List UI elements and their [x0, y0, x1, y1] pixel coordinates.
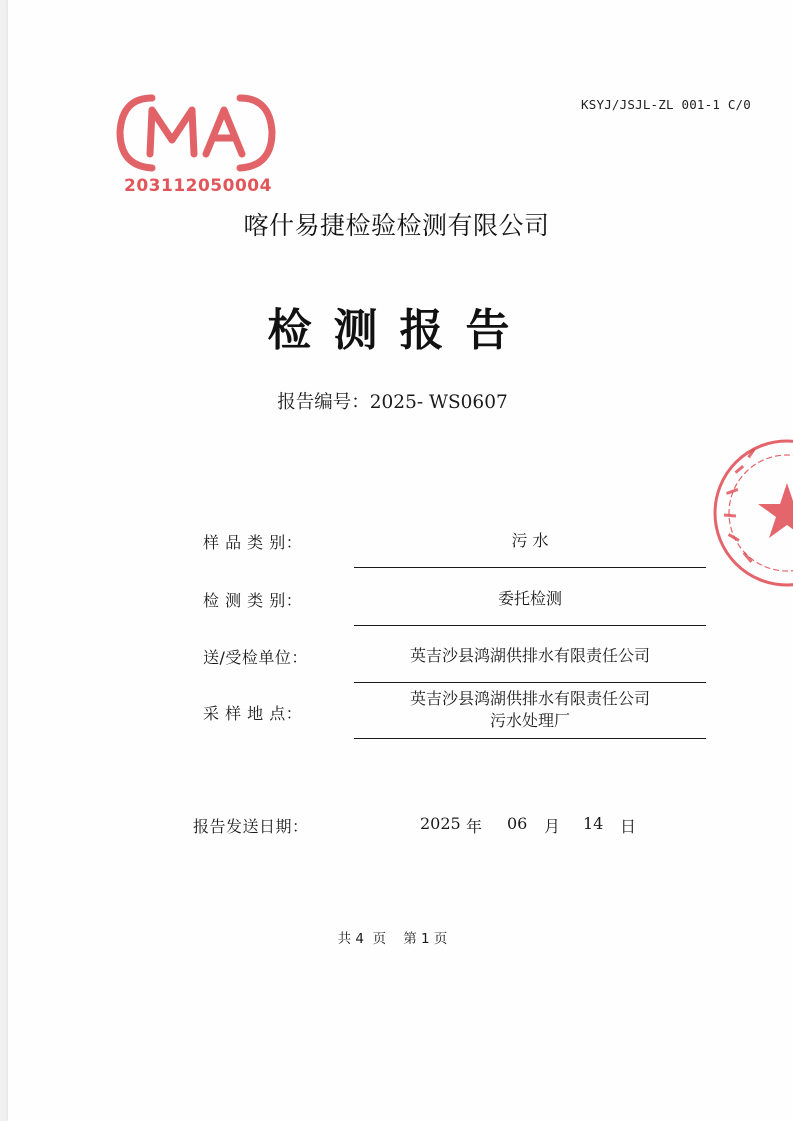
send-date-day-unit — [620, 814, 636, 837]
report-number-label: 报告编号： — [277, 392, 370, 413]
page-current-suffix: 页 — [433, 931, 448, 947]
send-date-year-value: 2025 — [420, 814, 461, 833]
page-indicator — [0, 927, 785, 947]
report-title: 检测报告 — [267, 305, 532, 356]
ma-stamp-left-bracket — [120, 98, 152, 168]
seal-script-mark — [724, 513, 736, 517]
field-underline — [354, 625, 706, 626]
page-total: 4 — [355, 931, 364, 947]
report-number-value: 2025- WS0607 — [369, 392, 508, 413]
ma-certificate-number: 203112050004 — [124, 176, 272, 196]
send-date-month-unit — [544, 814, 560, 837]
ma-stamp-right-bracket — [240, 98, 272, 168]
send-date-month — [507, 814, 527, 833]
ma-stamp-letter-m — [150, 110, 194, 154]
report-number — [0, 388, 785, 414]
field-label-test-category: 检 测 类 别： — [203, 591, 303, 610]
send-date-year-unit — [466, 814, 482, 837]
ma-stamp-letter-a — [206, 110, 242, 154]
seal-script-mark — [728, 533, 740, 542]
seal-star-icon — [758, 483, 793, 538]
send-date-day — [583, 814, 603, 833]
field-value-sampling-location-line2: 污水处理厂 — [489, 711, 570, 730]
send-date-label: 报告发送日期： — [193, 817, 309, 836]
field-underline — [354, 738, 706, 739]
document-control-code: KSYJ/JSJL-ZL 001-1 C/0 — [581, 97, 751, 112]
company-seal — [712, 438, 793, 588]
field-underline — [354, 682, 706, 683]
field-label-client-unit: 送/受检单位： — [203, 648, 308, 667]
send-date-year — [420, 814, 461, 833]
page-total-prefix: 共 — [337, 931, 352, 947]
month-unit: 月 — [544, 817, 561, 836]
year-unit: 年 — [466, 817, 483, 836]
seal-script-mark — [735, 465, 745, 474]
page-current: 1 — [421, 931, 430, 947]
seal-script-mark — [743, 552, 753, 563]
send-date-month-value: 06 — [507, 814, 528, 833]
page-total-suffix: 页 — [372, 931, 387, 947]
page-current-prefix: 第 — [403, 931, 417, 947]
send-date-day-value: 14 — [583, 814, 604, 833]
field-underline — [354, 567, 706, 568]
field-label-sampling-location: 采 样 地 点： — [203, 704, 303, 723]
field-label-sample-category: 样 品 类 别： — [203, 533, 303, 552]
field-value-sample-category: 污 水 — [511, 531, 549, 550]
field-value-client-unit: 英吉沙县鸿湖供排水有限责任公司 — [409, 646, 650, 665]
field-value-sampling-location: 英吉沙县鸿湖供排水有限责任公司 — [409, 689, 650, 708]
field-value-test-category: 委托检测 — [497, 589, 562, 608]
day-unit: 日 — [620, 817, 637, 836]
company-name: 喀什易捷检验检测有限公司 — [243, 211, 550, 240]
